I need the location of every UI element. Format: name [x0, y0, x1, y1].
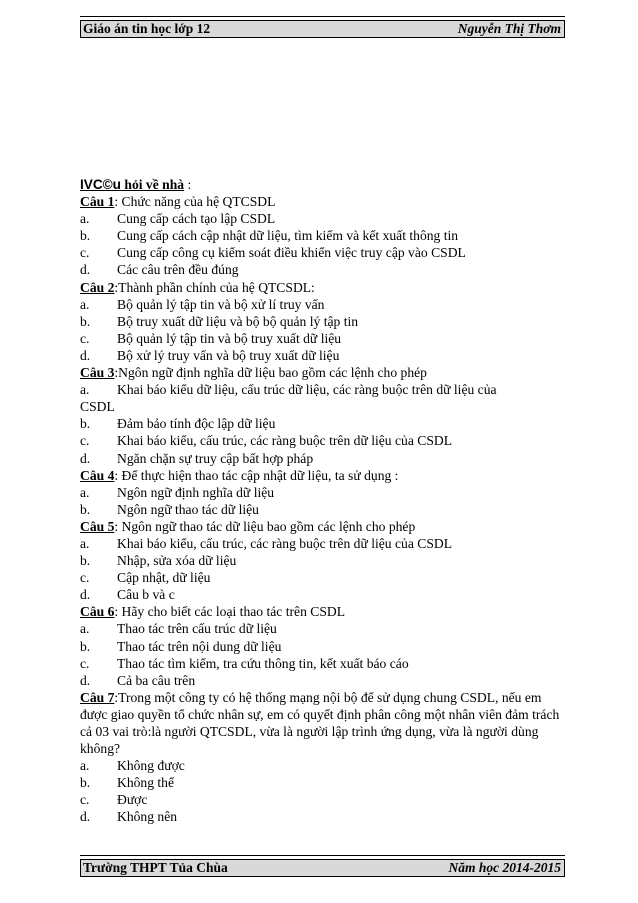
option-text: Bộ quản lý tập tin và bộ truy xuất dữ liệu [117, 330, 342, 346]
question-label: Câu 3 [80, 365, 115, 381]
option-text: Thao tác trên cấu trúc dữ liệu [117, 621, 277, 637]
page-footer [80, 859, 565, 877]
option-text: Cập nhật, dữ liệu [117, 570, 211, 586]
option-text: Thao tác trên nội dung dữ liệu [117, 638, 282, 654]
footer-rule [80, 855, 565, 856]
option-text: Khai báo kiểu, cấu trúc, các ràng buộc trên dữ liệu của CSDL [117, 535, 453, 551]
question-3: Câu 3:Ngôn ngữ định nghĩa dữ liệu bao gồm các lệnh cho phép a. Khai báo kiểu dữ liệu, cấu trúc dữ liệu, các ràng buộc trên dữ liệu của CSDL b. Đảm bảo tính độc lập dữ liệu c. Khai báo kiểu, cấu trúc, các ràng buộc trên dữ liệu của CSDL d. Ngăn chặn sự truy cập bất hợp pháp [80, 364, 570, 467]
footer-right: Năm học 2014-2015 [448, 860, 561, 875]
question-label: Câu 1 [80, 194, 115, 210]
option-text: Ngôn ngữ thao tác dữ liệu [117, 501, 259, 517]
option-continuation: CSDL [80, 399, 115, 415]
footer-left: Trường THPT Tủa Chùa [83, 860, 228, 875]
page-header [80, 20, 565, 38]
option-text: Cung cấp công cụ kiểm soát điều khiển việc truy cập vào CSDL [117, 245, 466, 261]
question-label: Câu 2 [80, 279, 115, 295]
question-1: Câu 1: Chức năng của hệ QTCSDL a. Cung cấp cách tạo lập CSDL b. Cung cấp cách cập nhật dữ liệu, tìm kiếm và kết xuất thông tin c. Cung cấp công cụ kiểm soát điều khiển việc truy cập vào CSDL d. Các câu trên đều đúng [80, 194, 466, 278]
question-5: Câu 5: Ngôn ngữ thao tác dữ liệu bao gồm các lệnh cho phép a. Khai báo kiểu, cấu trúc, các ràng buộc trên dữ liệu của CSDL b. Nhập, sửa xóa dữ liệu c. Cập nhật, dữ liệu d. Câu b và c [80, 518, 453, 603]
header-rule [80, 16, 565, 17]
option-text: Được [117, 792, 148, 808]
header-left: Giáo án tin học lớp 12 [83, 21, 211, 36]
option-text: Ngăn chặn sự truy cập bất hợp pháp [117, 450, 314, 466]
option-text: Đảm bảo tính độc lập dữ liệu [117, 416, 276, 432]
option-text: Ngôn ngữ định nghĩa dữ liệu [117, 484, 275, 500]
section-heading: IVC©u hỏi về nhà : [80, 177, 192, 192]
option-text: Cả ba câu trên [117, 672, 196, 688]
question-label: Câu 7 [80, 689, 115, 705]
document-body [80, 176, 570, 826]
question-text: : Để thực hiện thao tác cập nhật dữ liệu, ta sử dụng : [114, 467, 399, 483]
question-text: :Ngôn ngữ định nghĩa dữ liệu bao gồm các lệnh cho phép [114, 365, 427, 381]
option-text: Khai báo kiểu dữ liệu, cấu trúc dữ liệu, các ràng buộc trên dữ liệu của [117, 382, 497, 398]
option-text: Câu b và c [117, 587, 175, 603]
question-text: :Trong một công ty có hệ thống mạng nội bộ để sử dụng chung CSDL, nếu em được giao quyền tổ chức nhân sự, em có quyết định phân công một nhân viên đảm trách cả 03 vai trò:là người QTCSDL, vừa là người lập trình ứng dụng, vừa là người dùng không? [80, 689, 560, 757]
option-text: Cung cấp cách cập nhật dữ liệu, tìm kiếm và kết xuất thông tin [117, 228, 459, 244]
question-text: : Hãy cho biết các loại thao tác trên CSDL [114, 604, 346, 620]
header-right: Nguyễn Thị Thơm [457, 21, 561, 36]
option-text: Bộ quản lý tập tin và bộ xử lí truy vấn [117, 296, 325, 312]
option-text: Bộ xử lý truy vấn và bộ truy xuất dữ liệu [117, 347, 340, 363]
option-text: Các câu trên đều đúng [117, 262, 239, 278]
question-2: Câu 2:Thành phần chính của hệ QTCSDL: a. Bộ quản lý tập tin và bộ xử lí truy vấn b. Bộ truy xuất dữ liệu và bộ bộ quản lý tập tin c. Bộ quản lý tập tin và bộ truy xuất dữ liệu d. Bộ xử lý truy vấn và bộ truy xuất dữ liệu [80, 279, 359, 363]
option-text: Cung cấp cách tạo lập CSDL [117, 211, 276, 227]
option-text: Không nên [117, 809, 178, 825]
option-text: Không thể [117, 775, 175, 791]
question-label: Câu 5 [80, 518, 115, 534]
question-7: Câu 7:Trong một công ty có hệ thống mạng nội bộ để sử dụng chung CSDL, nếu em được giao quyền tổ chức nhân sự, em có quyết định phân công một nhân viên đảm trách cả 03 vai trò:là người QTCSDL, vừa là người lập trình ứng dụng, vừa là người dùng không? a. Không được b. Không thể c. Được d. Không nên [80, 689, 560, 825]
question-text: : Chức năng của hệ QTCSDL [114, 194, 276, 210]
question-4: Câu 4: Để thực hiện thao tác cập nhật dữ liệu, ta sử dụng : a. Ngôn ngữ định nghĩa dữ liệu b. Ngôn ngữ thao tác dữ liệu [80, 467, 399, 517]
option-text: Bộ truy xuất dữ liệu và bộ bộ quản lý tập tin [117, 313, 359, 329]
question-text: : Ngôn ngữ thao tác dữ liệu bao gồm các lệnh cho phép [114, 518, 416, 534]
question-text: :Thành phần chính của hệ QTCSDL: [114, 279, 315, 295]
option-text: Khai báo kiểu, cấu trúc, các ràng buộc trên dữ liệu của CSDL [117, 433, 453, 449]
question-label: Câu 4 [80, 467, 115, 483]
option-text: Không được [117, 758, 185, 774]
option-text: Thao tác tìm kiếm, tra cứu thông tin, kết xuất báo cáo [117, 655, 409, 671]
question-6: Câu 6: Hãy cho biết các loại thao tác trên CSDL a. Thao tác trên cấu trúc dữ liệu b. Thao tác trên nội dung dữ liệu c. Thao tác tìm kiếm, tra cứu thông tin, kết xuất báo cáo d. Cả ba câu trên [80, 604, 409, 688]
option-text: Nhập, sửa xóa dữ liệu [117, 553, 237, 569]
question-label: Câu 6 [80, 604, 115, 620]
